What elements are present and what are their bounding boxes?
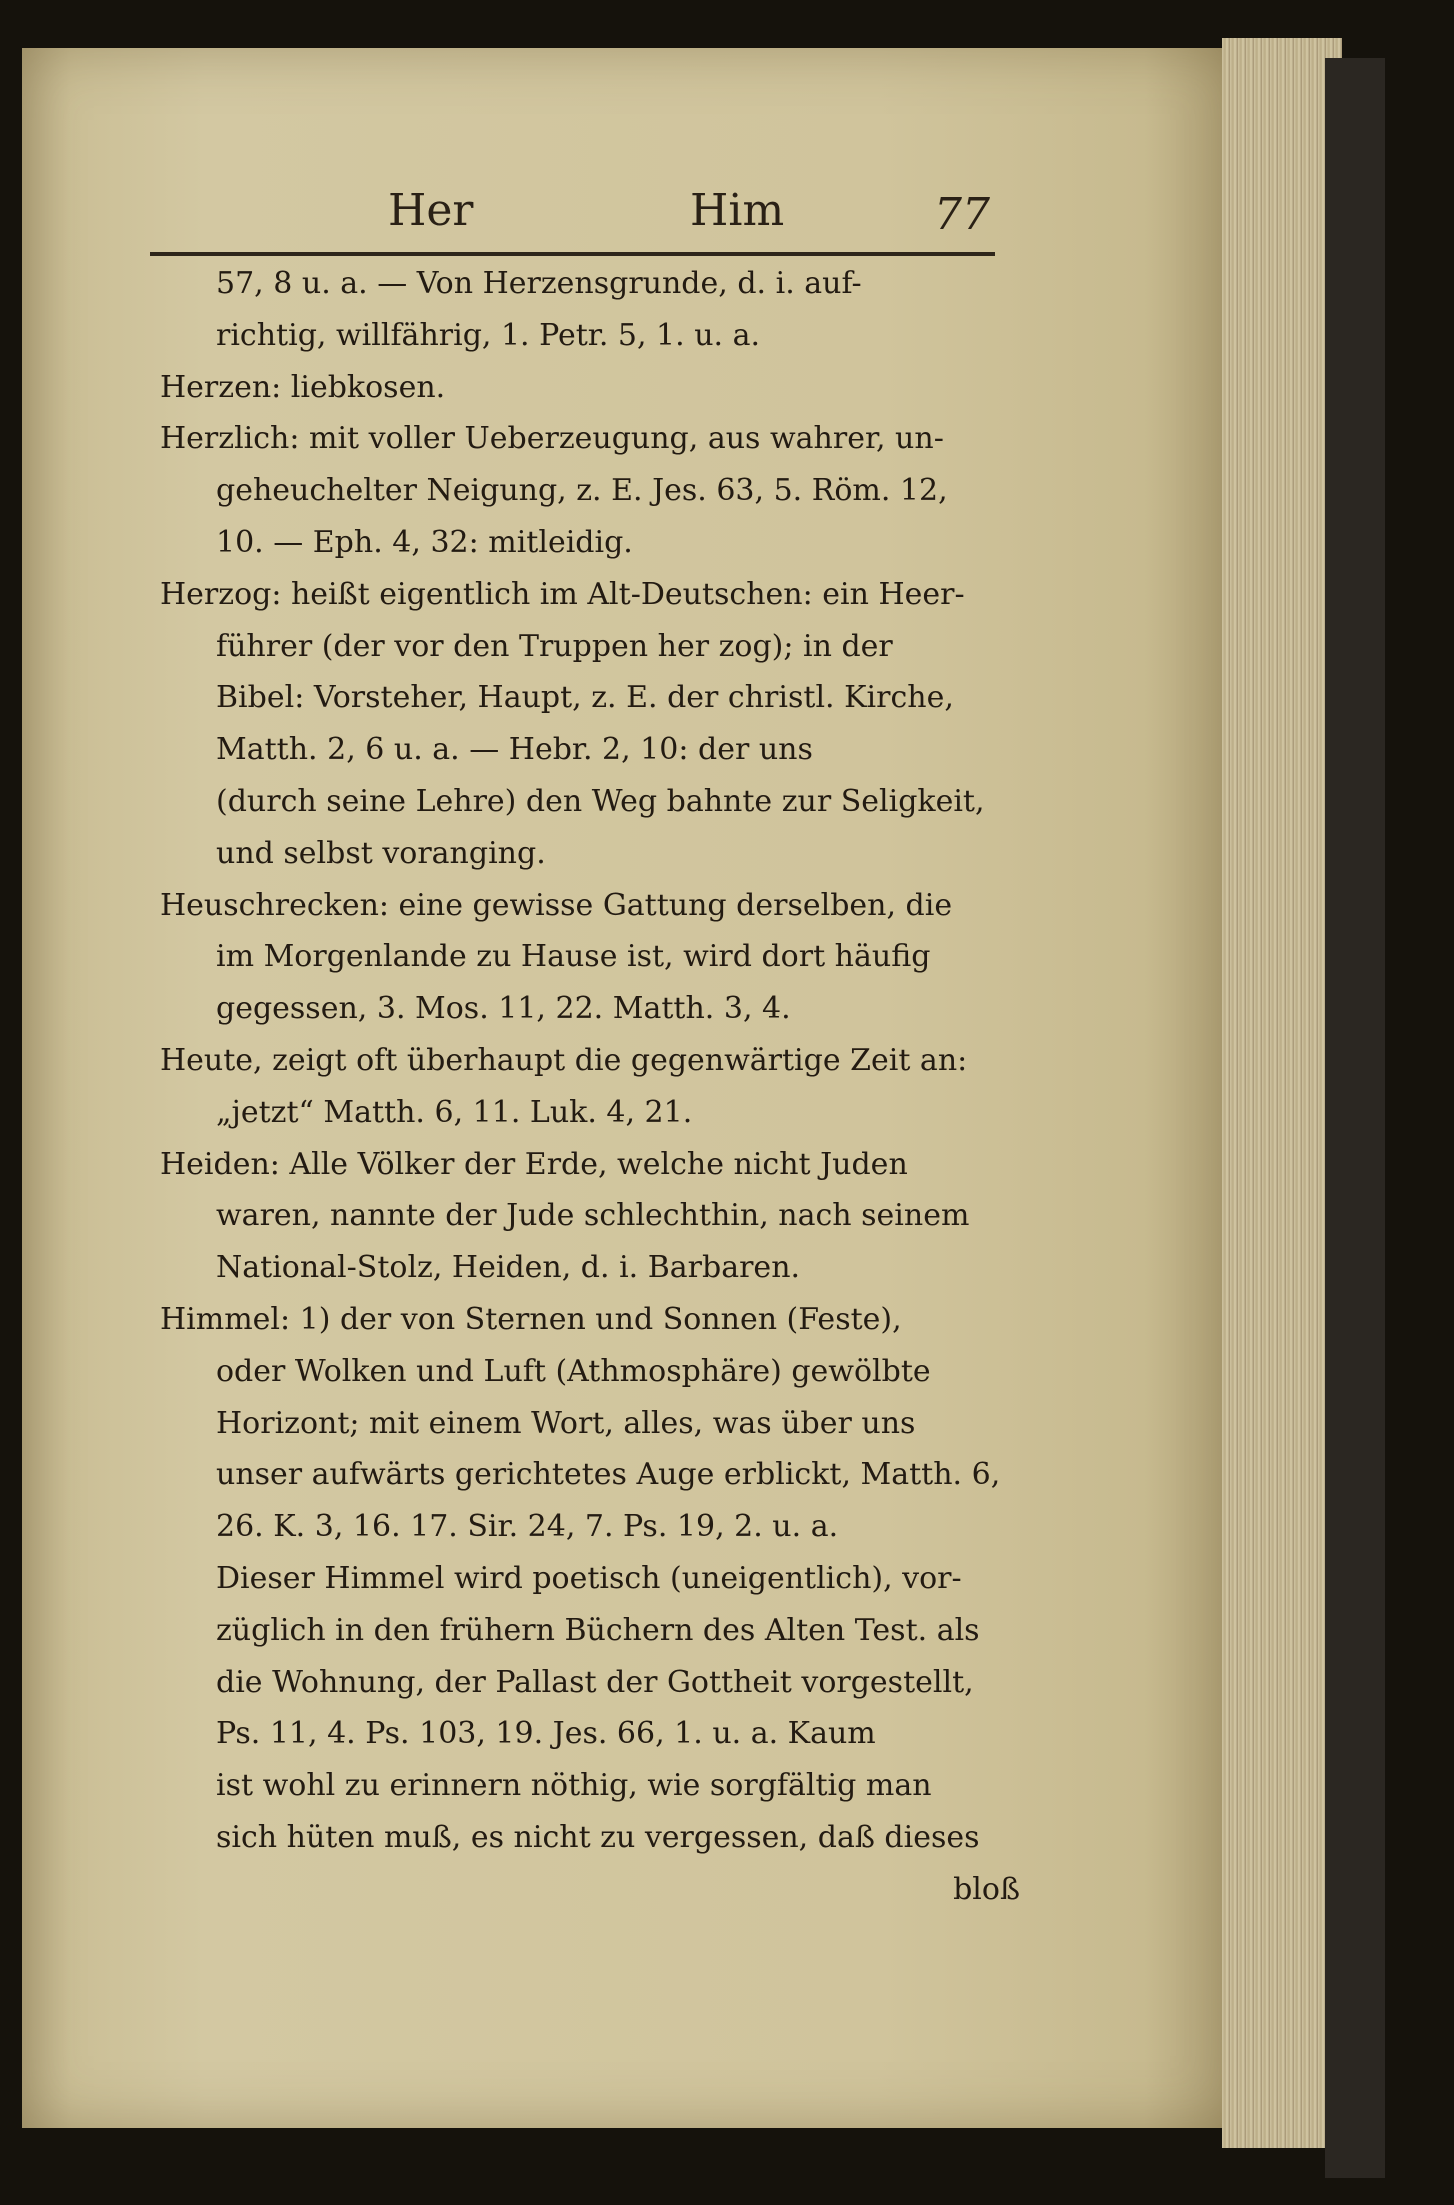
page-number: 77 bbox=[934, 189, 990, 240]
entry-line: Herzog: heißt eigentlich im Alt-Deutschen: ein Heer- bbox=[160, 576, 965, 612]
text-line: geheuchelter Neigung, z. E. Jes. 63, 5. Röm. 12, bbox=[216, 473, 948, 509]
text-line: waren, nannte der Jude schlechthin, nach seinem bbox=[216, 1198, 970, 1234]
text-line: „jetzt“ Matth. 6, 11. Luk. 4, 21. bbox=[216, 1094, 693, 1130]
text-line: gegessen, 3. Mos. 11, 22. Matth. 3, 4. bbox=[216, 991, 791, 1027]
text-line: Matth. 2, 6 u. a. — Hebr. 2, 10: der uns bbox=[216, 732, 813, 768]
text-line: züglich in den frühern Büchern des Alten Test. als bbox=[216, 1612, 980, 1648]
text-line: sich hüten muß, es nicht zu vergessen, daß dieses bbox=[216, 1819, 980, 1855]
entry-line: Heuschrecken: eine gewisse Gattung derselben, die bbox=[160, 887, 953, 923]
text-line: unser aufwärts gerichtetes Auge erblickt, Matth. 6, bbox=[216, 1457, 1001, 1493]
dictionary-text bbox=[160, 258, 1030, 1916]
running-header bbox=[150, 185, 990, 255]
text-line: und selbst voranging. bbox=[216, 835, 546, 871]
entry-line: Herzen: liebkosen. bbox=[160, 369, 446, 405]
catchword: bloß bbox=[953, 1871, 1020, 1907]
text-line: führer (der vor den Truppen her zog); in der bbox=[216, 628, 893, 664]
text-line: die Wohnung, der Pallast der Gottheit vorgestellt, bbox=[216, 1664, 974, 1700]
header-right-word: Him bbox=[690, 185, 785, 236]
header-rule bbox=[150, 252, 995, 256]
text-line: 26. K. 3, 16. 17. Sir. 24, 7. Ps. 19, 2. u. a. bbox=[216, 1509, 839, 1545]
text-line: im Morgenlande zu Hause ist, wird dort häufig bbox=[216, 939, 931, 975]
entry-line: Heiden: Alle Völker der Erde, welche nicht Juden bbox=[160, 1146, 908, 1182]
text-line: Bibel: Vorsteher, Haupt, z. E. der christl. Kirche, bbox=[216, 680, 954, 716]
header-left-word: Her bbox=[388, 185, 474, 236]
text-line: ist wohl zu erinnern nöthig, wie sorgfältig man bbox=[216, 1768, 932, 1804]
text-line: Dieser Himmel wird poetisch (uneigentlich), vor- bbox=[216, 1560, 962, 1596]
entry-line: Herzlich: mit voller Ueberzeugung, aus wahrer, un- bbox=[160, 421, 944, 457]
text-line: oder Wolken und Luft (Athmosphäre) gewölbte bbox=[216, 1353, 931, 1389]
text-line: 57, 8 u. a. — Von Herzensgrunde, d. i. auf- bbox=[216, 266, 862, 301]
entry-line: Himmel: 1) der von Sternen und Sonnen (Feste), bbox=[160, 1301, 902, 1337]
text-line: 10. — Eph. 4, 32: mitleidig. bbox=[216, 524, 633, 560]
text-line: Horizont; mit einem Wort, alles, was über uns bbox=[216, 1405, 916, 1441]
text-line: (durch seine Lehre) den Weg bahnte zur Seligkeit, bbox=[216, 783, 985, 819]
text-line: National-Stolz, Heiden, d. i. Barbaren. bbox=[216, 1250, 801, 1286]
entry-line: Heute, zeigt oft überhaupt die gegenwärtige Zeit an: bbox=[160, 1042, 968, 1078]
text-line: richtig, willfährig, 1. Petr. 5, 1. u. a. bbox=[216, 317, 761, 353]
page-edges bbox=[1222, 38, 1342, 2148]
text-line: Ps. 11, 4. Ps. 103, 19. Jes. 66, 1. u. a. Kaum bbox=[216, 1716, 876, 1752]
book-cover-edge bbox=[1325, 58, 1385, 2178]
